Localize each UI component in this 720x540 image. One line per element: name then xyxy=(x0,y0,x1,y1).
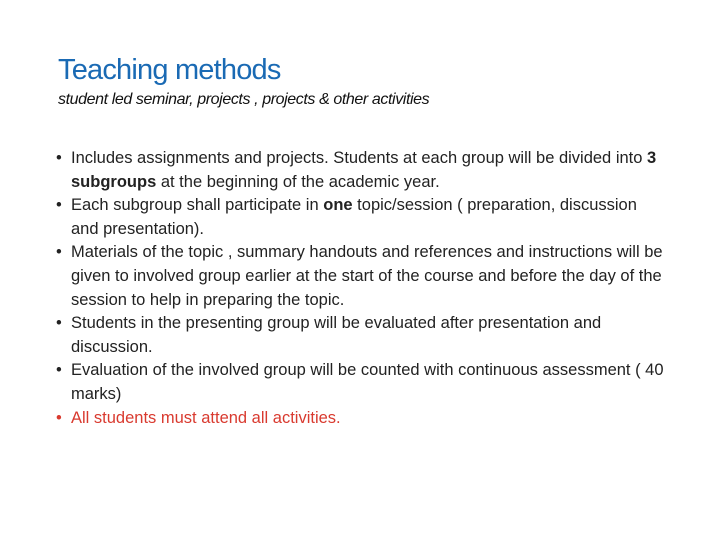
bullet-item: • Includes assignments and projects. Students at each group will be divided into 3 subgroups at the beginning of the academic year. xyxy=(56,149,657,191)
bullet-dot-icon: • xyxy=(56,408,62,427)
bullet-item xyxy=(56,359,666,406)
bold-text: one xyxy=(323,196,353,215)
slide-subtitle: student led seminar, projects , projects & other activities xyxy=(58,91,430,108)
bullet-dot-icon: • xyxy=(56,361,62,380)
bullet-dot-icon: • xyxy=(56,243,62,262)
bullet-list xyxy=(56,147,666,430)
bullet-dot-icon: • xyxy=(56,314,62,333)
bullet-dot-icon: • xyxy=(56,196,62,215)
bold-text: 3 subgroups xyxy=(71,149,657,191)
bullet-text: All students must attend all activities. xyxy=(71,408,341,427)
slide-title: Teaching methods xyxy=(58,54,281,86)
bullet-item: • Each subgroup shall participate in one topic/session ( preparation, discussion and presentation). xyxy=(56,196,637,238)
bullet-item xyxy=(56,241,666,312)
bullet-text: Students in the presenting group will be evaluated after presentation and discussion. xyxy=(71,314,602,356)
bullet-text: Materials of the topic , summary handouts and references and instructions will be given to involved group earlier at the start of the course and before the day of the session to help in preparing the topic. xyxy=(71,243,663,309)
bullet-item xyxy=(56,312,666,359)
bullet-dot-icon: • xyxy=(56,149,62,167)
bullet-text: Evaluation of the involved group will be counted with continuous assessment ( 40 marks) xyxy=(71,361,664,403)
bullet-item-highlight xyxy=(56,407,666,431)
